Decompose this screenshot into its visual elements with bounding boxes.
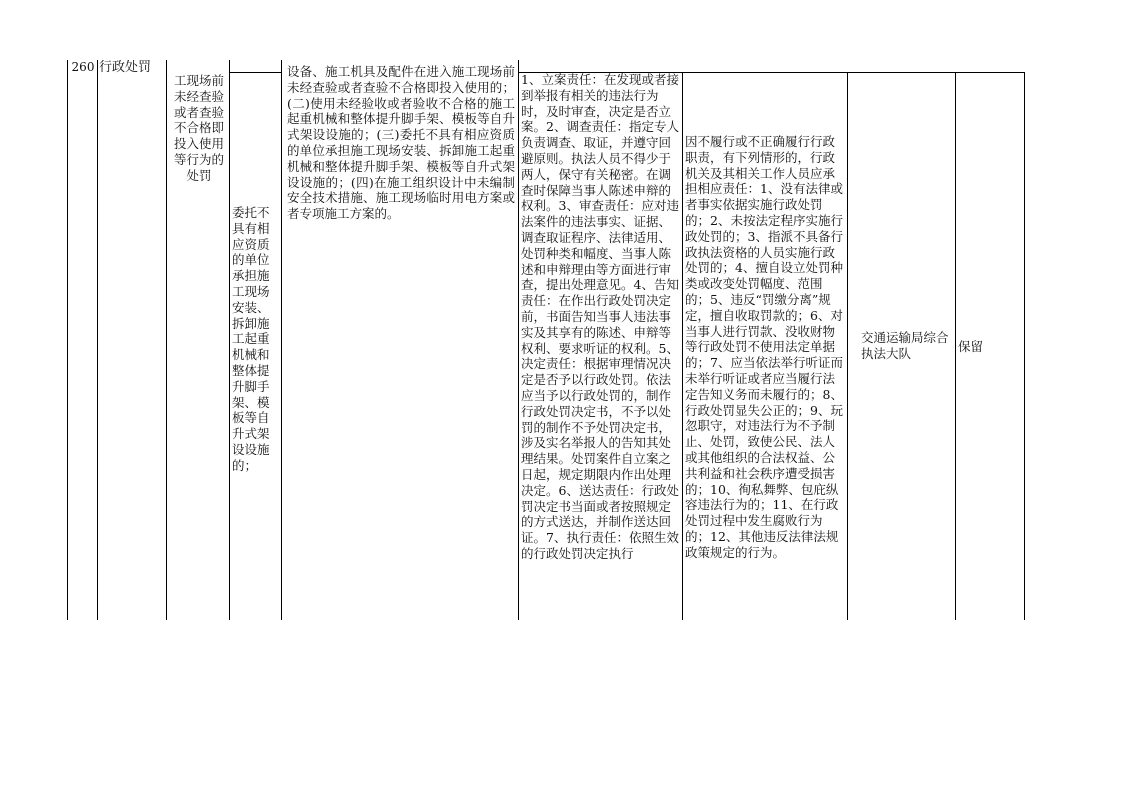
- grid-line: [166, 60, 167, 620]
- grid-line: [955, 72, 956, 620]
- grid-line: [229, 72, 281, 73]
- grid-line: [682, 72, 683, 620]
- grid-line: [229, 60, 230, 620]
- legal-basis: 设备、施工机具及配件在进入施工现场前未经查验或者查验不合格即投入使用的；(二)使用未经验收或者验收不合格的施工起重机械和整体提升脚手架、模板等自升式架设设施的；(三)委托不具有相应资质的单位承担施工现场安装、拆卸施工起重机械和整体提升脚手架、模板等自升式架设设施的；(四)在施工组织设计中未编制安全技术措施、施工现场临时用电方案或者专项施工方案的。: [287, 64, 515, 222]
- responsibility-items: 1、立案责任：在发现或者接到举报有相关的违法行为时，及时审查，决定是否立案。2、调查责任：指定专人负责调查、取证，并遵守回避原则。执法人员不得少于两人，保守有关秘密。在调查时保障当事人陈述申辩的权利。3、审查责任：应对违法案件的违法事实、证据、调查取证程序、法律适用、处罚种类和幅度、当事人陈述和申辩理由等方面进行审查，提出处理意见。4、告知责任：在作出行政处罚决定前，书面告知当事人违法事实及其享有的陈述、申辩等权利、要求听证的权利。5、决定责任：根据审理情况决定是否予以行政处罚。依法应当予以行政处罚的，制作行政处罚决定书，不予以处罚的制作不予处罚决定书，涉及实名举报人的告知其处理结果。处罚案件自立案之日起，规定期限内作出处理决定。6、送达责任：行政处罚决定书当面或者按照规定的方式送达，并制作送达回证。7、执行责任：依照生效的行政处罚决定执行: [521, 72, 679, 561]
- grid-line: [67, 60, 68, 620]
- grid-line: [281, 60, 282, 620]
- liability-items: 因不履行或不正确履行行政职责，有下列情形的，行政机关及其相关工作人员应承担相应责任：1、没有法律或者事实依据实施行政处罚的；2、未按法定程序实施行政处罚的；3、指派不具备行政执法资格的人员实施行政处罚的；4、擅自设立处罚种类或改变处罚幅度、范围的；5、违反“罚缴分离”规定，擅自收取罚款的；6、对当事人进行罚款、没收财物等行政处罚不使用法定单据的；7、应当依法举行听证而未举行听证或者应当履行法定告知义务而未履行的；8、行政处罚显失公正的；9、玩忽职守，对违法行为不予制止、处罚，致使公民、法人或其他组织的合法权益、公共利益和社会秩序遭受损害的；10、徇私舞弊、包庇纵容违法行为的；11、在行政处罚过程中发生腐败行为的；12、其他违反法律法规政策规定的行为。: [685, 134, 843, 560]
- grid-line: [97, 60, 98, 620]
- item-name: 工现场前未经查验或者查验不合格即投入使用等行为的处罚: [173, 73, 224, 183]
- sub-item: 委托不具有相应资质的单位承担施工现场安装、拆卸施工起重机械和整体提升脚手架、模板等自升式架设设施的；: [232, 205, 270, 473]
- grid-line: [1024, 72, 1025, 620]
- action-type: 行政处罚: [99, 60, 152, 75]
- note-status: 保留: [958, 339, 984, 354]
- row-number: 260: [71, 60, 95, 74]
- responsible-department: 交通运输局综合执法大队: [861, 330, 949, 361]
- grid-line: [847, 72, 848, 620]
- grid-line: [518, 60, 519, 620]
